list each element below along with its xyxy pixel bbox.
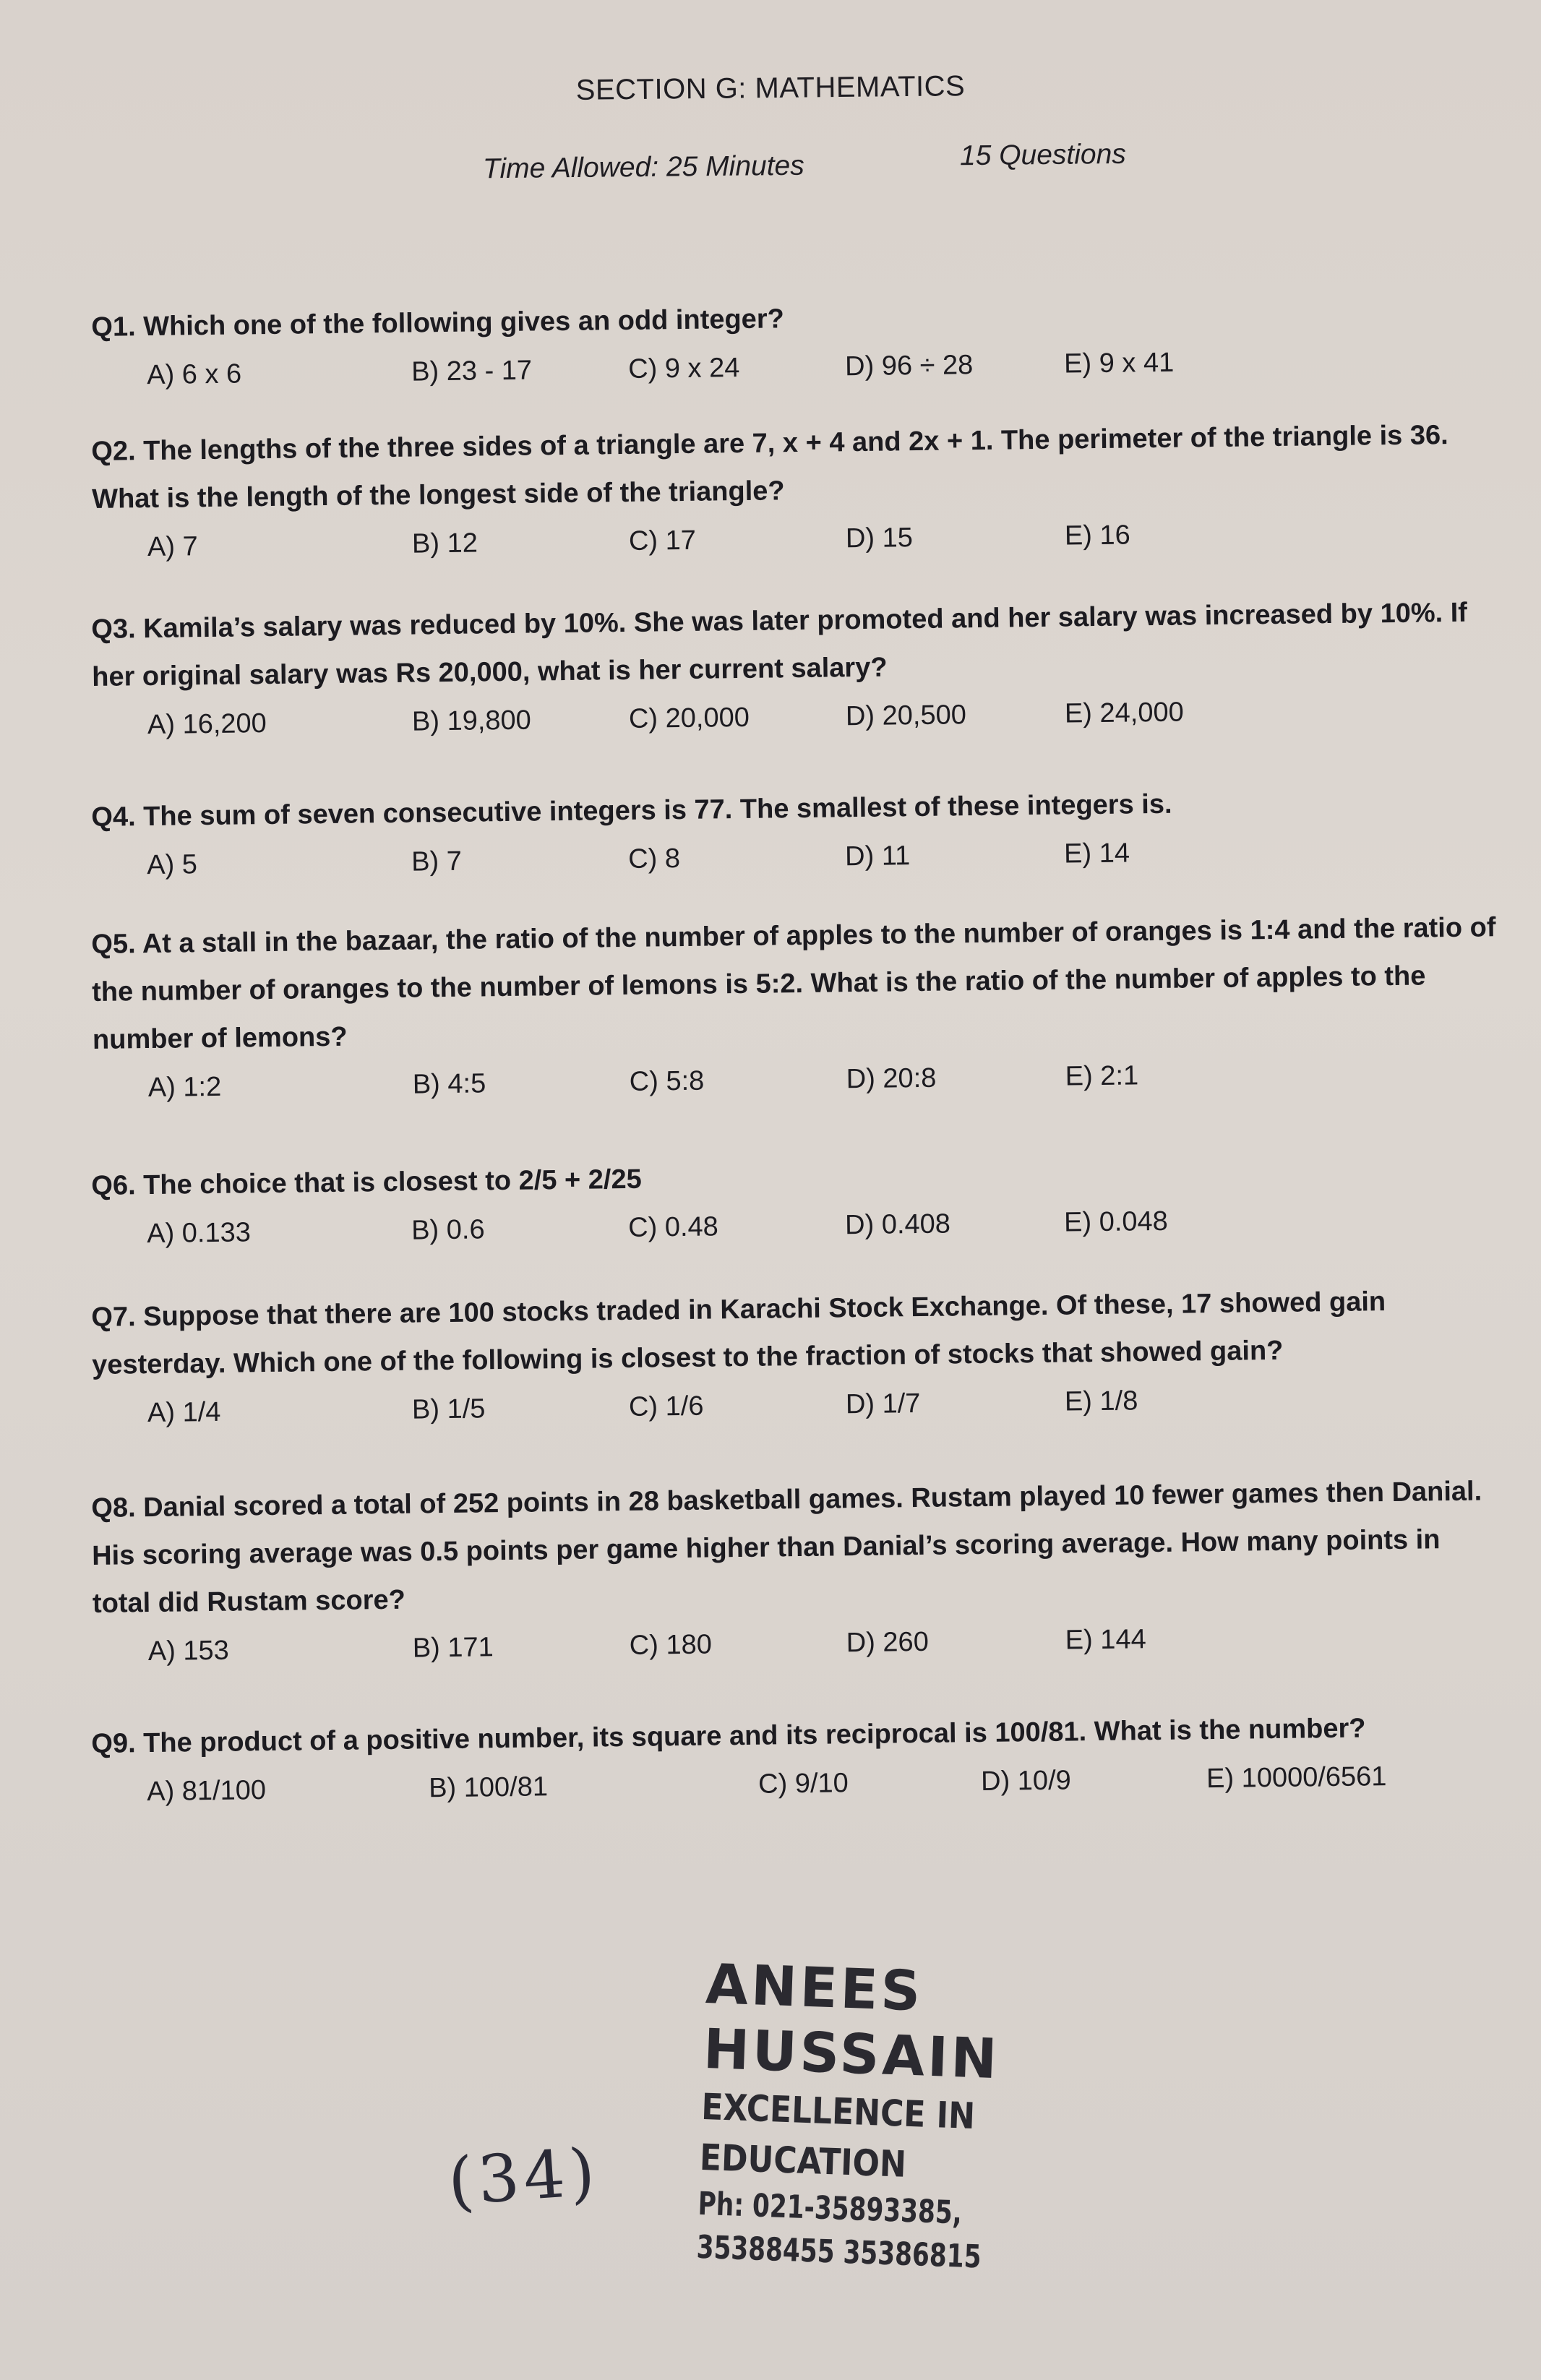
option-d: D) 20:8 (846, 1062, 937, 1095)
option-a: A) 1:2 (147, 1071, 222, 1104)
option-c: C) 9 x 24 (627, 353, 740, 385)
option-c: C) 9/10 (757, 1768, 849, 1800)
option-b: B) 19,800 (411, 705, 532, 737)
handwritten-page-number: (34) (445, 2134, 602, 2221)
question-text: Q1. Which one of the following gives an odd integer? (91, 304, 785, 343)
option-e: E) 2:1 (1065, 1060, 1139, 1092)
question-text: Q8. Danial scored a total of 252 points in 28 basketball games. Rustam played 10 fewer games then Danial. His scoring average was 0.5 points per game higher than Danial’s scoring average. How many points in total did Rustam score? (91, 1476, 1482, 1619)
option-a: A) 7 (147, 531, 198, 563)
question-count: 15 Questions (959, 138, 1127, 172)
option-d: D) 11 (844, 841, 911, 872)
question-1 (91, 286, 1501, 398)
option-b: B) 23 - 17 (411, 355, 533, 387)
option-d: D) 96 ÷ 28 (844, 350, 974, 382)
option-e: E) 1/8 (1064, 1386, 1138, 1417)
question-9 (91, 1703, 1501, 1814)
option-a: A) 153 (147, 1635, 230, 1667)
option-b: B) 12 (411, 528, 478, 559)
publisher-stamp (696, 1951, 1227, 2287)
option-e: E) 14 (1063, 838, 1130, 869)
option-a: A) 16,200 (147, 708, 267, 741)
question-3 (91, 588, 1502, 747)
question-text: Q2. The lengths of the three sides of a triangle are 7, x + 4 and 2x + 1. The perimeter of the triangle is 36. What is the length of the longest side of the triangle? (91, 420, 1448, 515)
question-2 (91, 411, 1502, 570)
stamp-name: ANEES HUSSAIN (702, 1951, 1001, 2092)
question-text: Q7. Suppose that there are 100 stocks traded in Karachi Stock Exchange. Of these, 17 showed gain yesterday. Which one of the following is closest to the fraction of stocks that showed gain? (91, 1286, 1386, 1380)
question-text: Q4. The sum of seven consecutive integers is 77. The smallest of these integers is. (91, 789, 1172, 833)
option-c: C) 20,000 (628, 702, 750, 734)
option-c: C) 17 (628, 525, 697, 557)
question-8 (91, 1467, 1503, 1674)
option-d: D) 0.408 (844, 1208, 951, 1241)
option-c: C) 0.48 (627, 1211, 719, 1243)
option-a: A) 81/100 (146, 1775, 267, 1808)
option-e: E) 16 (1064, 520, 1131, 551)
question-text: Q6. The choice that is closest to 2/5 + 2/25 (91, 1164, 642, 1201)
option-e: E) 9 x 41 (1063, 347, 1175, 379)
option-a: A) 6 x 6 (146, 358, 242, 391)
option-b: B) 1/5 (411, 1393, 486, 1425)
option-e: E) 10000/6561 (1206, 1761, 1387, 1795)
question-text: Q5. At a stall in the bazaar, the ratio of the number of apples to the number of oranges is 1:4 and the ratio of the number of oranges to the number of lemons is 5:2. What is the ratio of the number of apples to the number of lemons? (91, 912, 1496, 1055)
option-b: B) 100/81 (428, 1771, 549, 1804)
time-allowed: Time Allowed: 25 Minutes (482, 150, 804, 185)
option-e: E) 24,000 (1064, 697, 1184, 729)
section-title: SECTION G: MATHEMATICS (575, 70, 966, 106)
question-5 (91, 903, 1503, 1110)
option-c: C) 1/6 (628, 1391, 704, 1422)
stamp-tagline: EXCELLENCE IN EDUCATION (699, 2085, 976, 2186)
option-a: A) 1/4 (147, 1396, 221, 1429)
option-c: C) 8 (627, 843, 681, 875)
option-d: D) 1/7 (845, 1388, 921, 1420)
option-c: C) 5:8 (629, 1065, 705, 1097)
option-b: B) 0.6 (411, 1214, 485, 1246)
question-7 (91, 1276, 1502, 1435)
question-text: Q9. The product of a positive number, its square and its reciprocal is 100/81. What is the number? (91, 1713, 1366, 1759)
question-4 (91, 776, 1501, 888)
option-a: A) 0.133 (146, 1217, 252, 1250)
option-a: A) 5 (146, 849, 198, 881)
option-d: D) 15 (845, 523, 914, 554)
option-c: C) 180 (629, 1629, 713, 1661)
question-text: Q3. Kamila’s salary was reduced by 10%. She was later promoted and her salary was increased by 10%. If her original salary was Rs 20,000, what is her current salary? (91, 597, 1468, 692)
question-6 (91, 1145, 1501, 1256)
option-d: D) 260 (846, 1626, 930, 1659)
option-d: D) 10/9 (980, 1765, 1072, 1797)
option-e: E) 144 (1065, 1624, 1146, 1656)
option-b: B) 171 (412, 1632, 494, 1664)
stamp-phone: Ph: 021-35893385, 35388455 35386815 (695, 2185, 982, 2276)
option-b: B) 4:5 (412, 1068, 486, 1100)
option-b: B) 7 (411, 846, 463, 877)
option-d: D) 20,500 (845, 700, 967, 732)
option-e: E) 0.048 (1063, 1206, 1169, 1238)
